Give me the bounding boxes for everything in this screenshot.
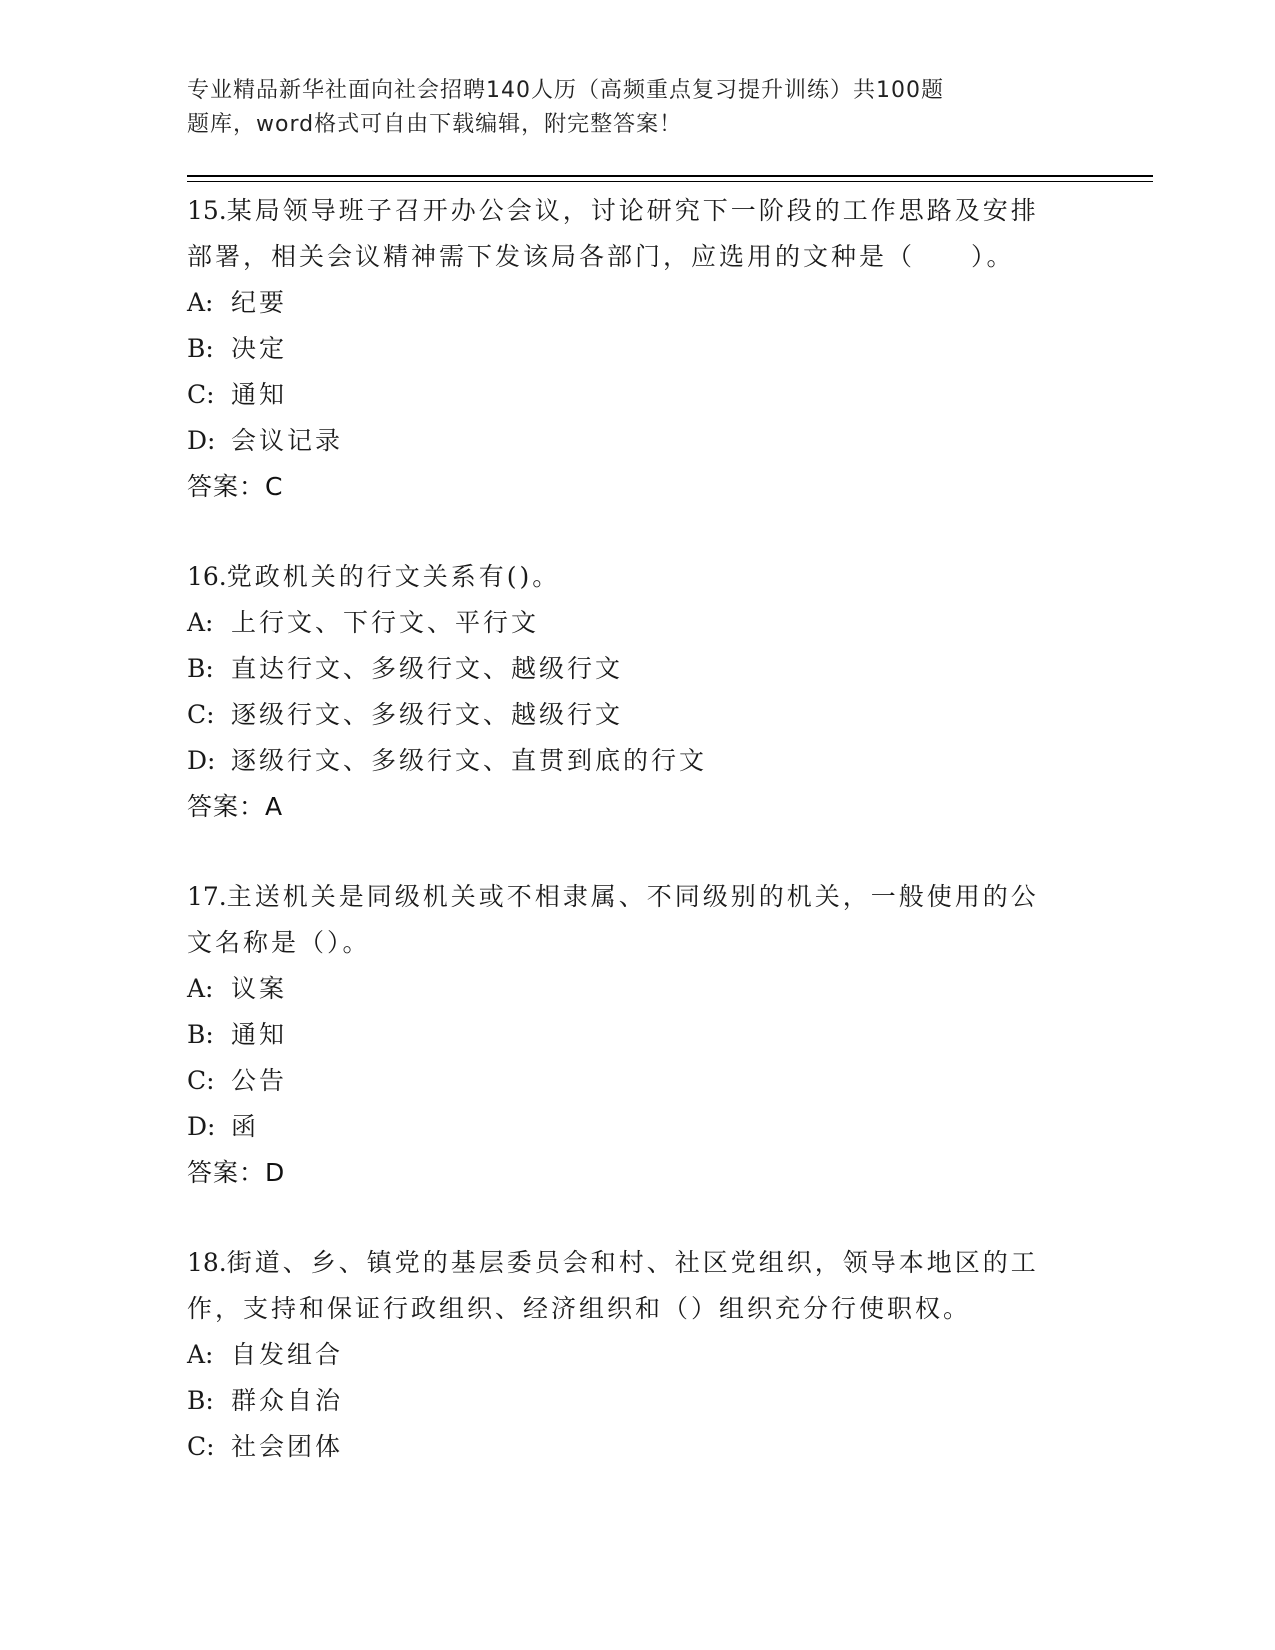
- question-list: [187, 188, 1087, 1470]
- option-d: [187, 418, 1087, 464]
- option-text: 群众自治: [231, 1386, 344, 1415]
- option-key: D:: [187, 426, 216, 455]
- option-text: 通知: [231, 380, 288, 409]
- answer-line: 答案：A: [187, 792, 284, 821]
- option-text: 函: [231, 1112, 260, 1141]
- question-number: 15.: [187, 196, 227, 225]
- question-stem-line-1: 街道、乡、镇党的基层委员会和村、社区党组织，领导本地区的工: [226, 1248, 1039, 1277]
- option-a: [187, 280, 1087, 326]
- question-16: [187, 554, 1087, 830]
- option-key: C:: [187, 1066, 215, 1095]
- question-stem-line-1: 某局领导班子召开办公会议，讨论研究下一阶段的工作思路及安排: [226, 196, 1039, 225]
- option-key: A:: [187, 288, 214, 317]
- option-key: B:: [187, 654, 214, 683]
- option-text: 会议记录: [231, 426, 344, 455]
- option-b: [187, 646, 1087, 692]
- option-c: [187, 372, 1087, 418]
- option-key: A:: [187, 1340, 214, 1369]
- option-key: B:: [187, 1020, 214, 1049]
- header-divider-thick: [187, 175, 1153, 177]
- question-spacer: [187, 830, 1087, 874]
- option-text: 上行文、下行文、平行文: [231, 608, 540, 637]
- option-b: [187, 326, 1087, 372]
- option-text: 自发组合: [231, 1340, 344, 1369]
- question-number: 18.: [187, 1248, 227, 1277]
- option-text: 逐级行文、多级行文、越级行文: [231, 700, 624, 729]
- question-stem: [187, 188, 1087, 234]
- option-b: [187, 1378, 1087, 1424]
- option-a: [187, 966, 1087, 1012]
- option-key: C:: [187, 1432, 215, 1461]
- option-c: [187, 1424, 1087, 1470]
- question-stem-line-2: 文名称是（）。: [187, 928, 371, 957]
- document-header: [187, 74, 1007, 142]
- header-line-2: 题库，word格式可自由下载编辑，附完整答案！: [187, 112, 683, 137]
- question-number: 16.: [187, 562, 227, 591]
- option-key: A:: [187, 974, 214, 1003]
- question-stem: [187, 874, 1087, 920]
- option-d: [187, 1104, 1087, 1150]
- option-text: 决定: [231, 334, 288, 363]
- question-17: [187, 874, 1087, 1196]
- option-text: 社会团体: [231, 1432, 344, 1461]
- question-number: 17.: [187, 882, 227, 911]
- question-15: [187, 188, 1087, 510]
- answer-line: 答案：C: [187, 472, 284, 501]
- option-text: 纪要: [231, 288, 288, 317]
- option-text: 逐级行文、多级行文、直贯到底的行文: [231, 746, 708, 775]
- option-d: [187, 738, 1087, 784]
- option-key: D:: [187, 1112, 216, 1141]
- option-key: B:: [187, 334, 214, 363]
- question-stem: [187, 1240, 1087, 1286]
- option-key: D:: [187, 746, 216, 775]
- option-a: [187, 600, 1087, 646]
- option-c: [187, 1058, 1087, 1104]
- answer-line: 答案：D: [187, 1158, 286, 1187]
- question-18: [187, 1240, 1087, 1470]
- question-stem: [187, 554, 1087, 600]
- option-a: [187, 1332, 1087, 1378]
- question-spacer: [187, 510, 1087, 554]
- option-text: 公告: [231, 1066, 288, 1095]
- option-text: 直达行文、多级行文、越级行文: [231, 654, 624, 683]
- option-c: [187, 692, 1087, 738]
- question-spacer: [187, 1196, 1087, 1240]
- option-key: C:: [187, 700, 215, 729]
- question-stem-line-2: 作，支持和保证行政组织、经济组织和（）组织充分行使职权。: [187, 1294, 972, 1323]
- option-text: 通知: [231, 1020, 288, 1049]
- option-text: 议案: [231, 974, 288, 1003]
- option-key: C:: [187, 380, 215, 409]
- option-b: [187, 1012, 1087, 1058]
- question-stem-line-2: 部署，相关会议精神需下发该局各部门，应选用的文种是（ ）。: [187, 242, 1015, 271]
- question-stem-line-1: 党政机关的行文关系有()。: [226, 562, 561, 591]
- option-key: A:: [187, 608, 214, 637]
- option-key: B:: [187, 1386, 214, 1415]
- header-divider-thin: [187, 181, 1153, 182]
- header-line-1: 专业精品新华社面向社会招聘140人历（高频重点复习提升训练）共100题: [187, 78, 944, 103]
- question-stem-line-1: 主送机关是同级机关或不相隶属、不同级别的机关，一般使用的公: [226, 882, 1039, 911]
